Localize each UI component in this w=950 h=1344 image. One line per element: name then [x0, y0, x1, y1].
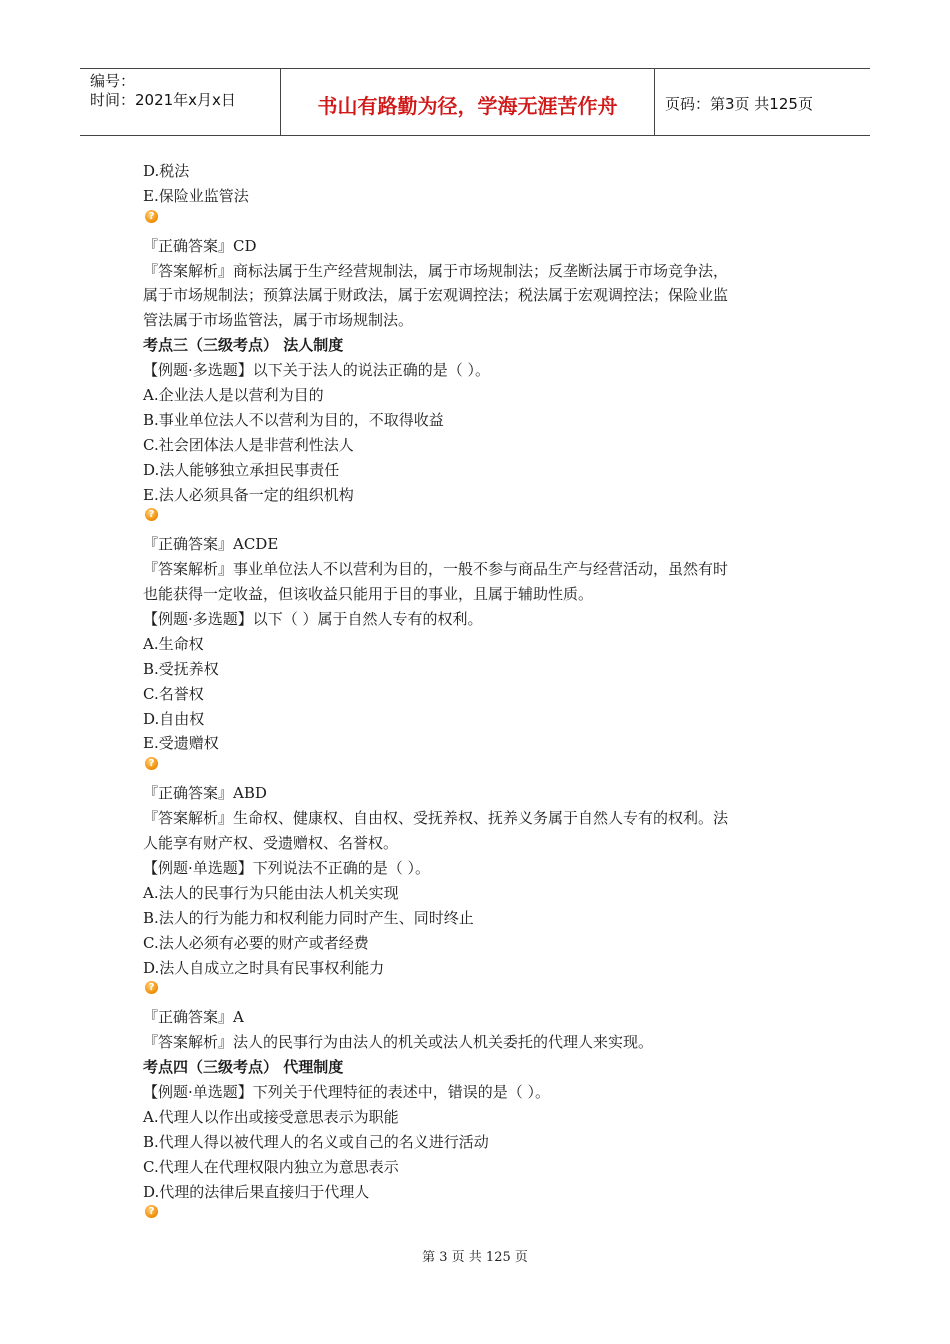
page-footer: 第 3 页 共 125 页 — [422, 1250, 528, 1265]
text-line: 『正确答案』A — [143, 1008, 244, 1027]
text-line: D.税法 — [143, 162, 190, 180]
text-line: B.事业单位法人不以营利为目的，不取得收益 — [143, 410, 444, 429]
text-line: C.社会团体法人是非营利性法人 — [143, 435, 354, 454]
text-line: C.代理人在代理权限内独立为意思表示 — [143, 1157, 399, 1176]
section-heading: 考点三（三级考点） 法人制度 — [143, 336, 344, 355]
text-line: B.代理人得以被代理人的名义或自己的名义进行活动 — [143, 1132, 489, 1151]
header-motto: 书山有路勤为径，学海无涯苦作舟 — [281, 69, 655, 135]
text-line: 【例题·单选题】下列关于代理特征的表述中，错误的是（ ）。 — [143, 1082, 551, 1101]
text-line: 【例题·多选题】以下关于法人的说法正确的是（ ）。 — [143, 361, 491, 380]
text-line: C.名誉权 — [143, 684, 204, 703]
text-line: 『答案解析』商标法属于生产经营规制法，属于市场规制法；反垄断法属于市场竞争法， — [143, 261, 729, 280]
text-line: A.法人的民事行为只能由法人机关实现 — [143, 883, 399, 902]
text-line: B.受抚养权 — [143, 659, 219, 678]
text-line: 『答案解析』事业单位法人不以营利为目的，一般不参与商品生产与经营活动，虽然有时 — [143, 560, 729, 579]
text-line: 【例题·多选题】以下（ ）属于自然人专有的权利。 — [143, 610, 483, 629]
text-line: D.法人自成立之时具有民事权利能力 — [143, 958, 385, 977]
answer-toggle-row — [143, 209, 823, 234]
question-mark-icon[interactable]: ? — [145, 757, 158, 770]
text-line: E.保险业监管法 — [143, 186, 249, 205]
text-line: 『答案解析』生命权、健康权、自由权、受抚养权、抚养义务属于自然人专有的权利。法 — [143, 809, 729, 828]
text-line: 『正确答案』ABD — [143, 784, 267, 803]
text-line: 也能获得一定收益，但该收益只能用于目的事业，且属于辅助性质。 — [143, 585, 594, 604]
text-line: 管法属于市场监管法，属于市场规制法。 — [143, 311, 414, 330]
text-line: 【例题·单选题】下列说法不正确的是（ ）。 — [143, 858, 431, 877]
text-line: 属于市场规制法；预算法属于财政法，属于宏观调控法；税法属于宏观调控法；保险业监 — [143, 286, 729, 305]
answer-toggle-row — [143, 980, 823, 1005]
text-line: D.代理的法律后果直接归于代理人 — [143, 1182, 370, 1201]
text-line: B.法人的行为能力和权利能力同时产生、同时终止 — [143, 908, 474, 927]
text-line: A.代理人以作出或接受意思表示为职能 — [143, 1107, 399, 1126]
question-mark-icon[interactable]: ? — [145, 210, 158, 223]
text-line: 『正确答案』CD — [143, 236, 257, 255]
question-mark-icon[interactable]: ? — [145, 1205, 158, 1218]
text-line: D.自由权 — [143, 709, 205, 728]
answer-toggle-row — [143, 756, 823, 781]
text-line: D.法人能够独立承担民事责任 — [143, 460, 340, 479]
question-mark-icon[interactable]: ? — [145, 508, 158, 521]
text-line: C.法人必须有必要的财产或者经费 — [143, 933, 369, 952]
answer-toggle-row — [143, 1204, 823, 1229]
page-header — [80, 68, 870, 136]
text-line: 人能享有财产权、受遗赠权、名誉权。 — [143, 834, 399, 853]
document-number-label: 编号： — [90, 72, 136, 90]
header-meta — [80, 69, 281, 135]
text-line: A.生命权 — [143, 634, 204, 653]
document-date-label: 时间：2021年x月x日 — [90, 91, 236, 109]
answer-toggle-row — [143, 507, 823, 532]
text-line: 『答案解析』法人的民事行为由法人的机关或法人机关委托的代理人来实现。 — [143, 1033, 654, 1052]
text-line: A.企业法人是以营利为目的 — [143, 386, 324, 405]
text-line: 『正确答案』ACDE — [143, 535, 279, 554]
text-line: E.受遗赠权 — [143, 734, 219, 753]
document-body — [143, 159, 823, 1229]
text-line: E.法人必须具备一定的组织机构 — [143, 485, 354, 504]
header-page-info: 页码：第3页 共125页 — [665, 94, 813, 113]
section-heading: 考点四（三级考点） 代理制度 — [143, 1058, 344, 1077]
question-mark-icon[interactable]: ? — [145, 981, 158, 994]
